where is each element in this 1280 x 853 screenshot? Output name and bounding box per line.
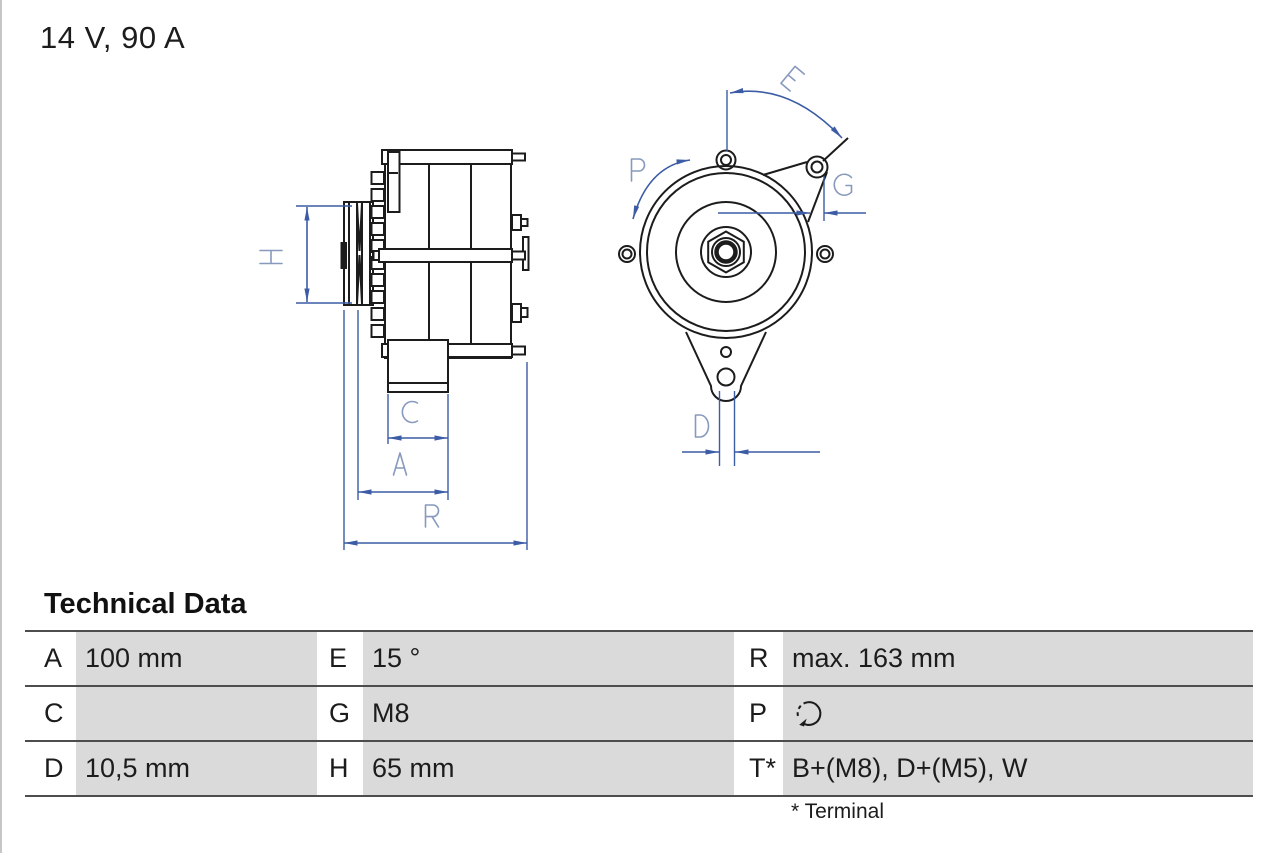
dim-value-D: 10,5 mm <box>76 742 317 795</box>
dim-value-R: max. 163 mm <box>783 632 1253 685</box>
dimension-G-lines <box>718 176 866 221</box>
rotation-direction-icon <box>793 697 827 730</box>
dim-key-E: E <box>317 632 363 685</box>
dim-label-E <box>781 66 804 91</box>
table-row <box>25 685 1253 740</box>
dim-value-C <box>76 687 317 740</box>
table-row <box>25 740 1253 795</box>
dim-value-P <box>783 687 1253 740</box>
dim-label-G <box>834 174 851 195</box>
dim-value-E: 15 ° <box>363 632 734 685</box>
product-rating-title: 14 V, 90 A <box>40 20 186 55</box>
dim-key-A: A <box>25 632 76 685</box>
dimension-D-lines <box>682 391 820 466</box>
dim-value-A: 100 mm <box>76 632 317 685</box>
dim-label-P <box>632 159 645 181</box>
technical-data-table <box>25 630 1253 797</box>
dim-value-T: B+(M8), D+(M5), W <box>783 742 1253 795</box>
dim-value-H: 65 mm <box>363 742 734 795</box>
table-row <box>25 630 1253 685</box>
terminal-footnote: * Terminal <box>791 800 884 823</box>
mounting-foot <box>686 332 766 401</box>
dim-key-H: H <box>317 742 363 795</box>
pulley <box>342 202 374 305</box>
dim-label-C <box>402 402 417 423</box>
technical-data-heading: Technical Data <box>44 588 247 620</box>
right-ear <box>817 246 833 262</box>
dim-label-H <box>260 251 282 264</box>
dim-label-D <box>696 415 709 437</box>
dim-key-R: R <box>734 632 783 685</box>
dimension-E-lines <box>727 90 842 151</box>
dim-key-D: D <box>25 742 76 795</box>
dim-key-P: P <box>734 687 783 740</box>
dim-label-R <box>426 505 439 527</box>
dim-key-T: T* <box>734 742 783 795</box>
side-view-drawing <box>342 150 529 392</box>
rotation-direction-arrow <box>633 160 690 219</box>
dim-key-C: C <box>25 687 76 740</box>
dim-value-G: M8 <box>363 687 734 740</box>
left-ear <box>619 246 635 262</box>
front-view-drawing <box>619 138 848 401</box>
dim-key-G: G <box>317 687 363 740</box>
housing-body <box>374 150 529 392</box>
dim-label-A <box>394 453 407 475</box>
